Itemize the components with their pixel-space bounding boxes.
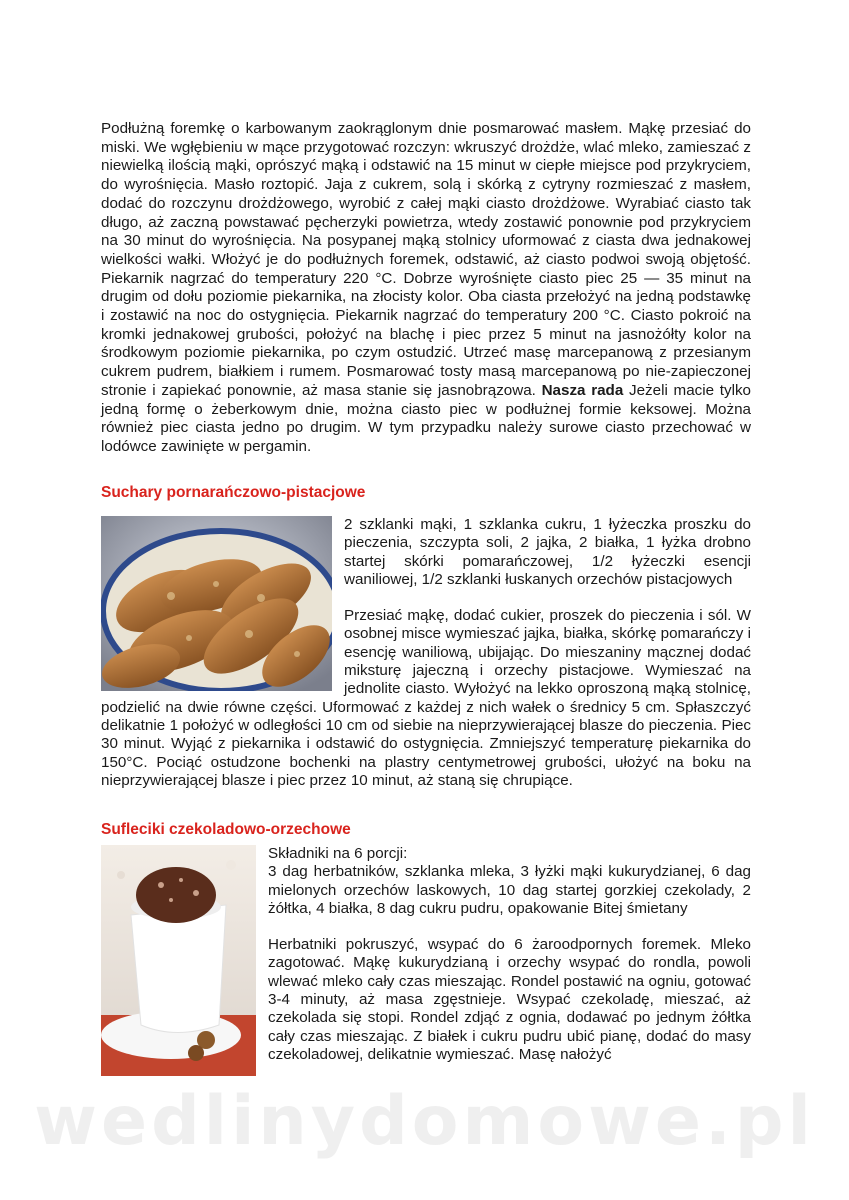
rusks-ingredients: 2 szklanki mąki, 1 szklanka cukru, 1 łyżeczka proszku do pieczenia, szczypta soli, 2 jajka, 2 białka, 1 łyżka drobno startej skórki pomarańczowej, 1/2 łyżeczki esencji waniliowej, 1/2 szklanki łuskanych orzechów pistacjowych <box>344 516 751 588</box>
intro-text: Podłużną foremkę o karbowanym zaokrąglonym dnie posmarować masłem. Mąkę przesiać do miski. We wgłębieniu w mące przygotować rozczyn: wkruszyć drożdże, wlać mleko, zamieszać z niewielką ilością mąki, oprószyć mąką i odstawić na 15 minut w ciepłe miejsce pod przykryciem, do wyrośnięcia. Masło roztopić. Jaja z cukrem, solą i skórką z cytryny rozmieszać z masłem, dodać do rozczynu drożdżowego, wyrobić z całej mąki ciasto drożdżowe. Wyrabiać ciasto tak długo, aż zaczną powstawać pęcherzyki powietrza, wtedy zostawić ponownie pod przykryciem na 30 minut do wyrośnięcia. Na posypanej mąką stolnicy uformować z ciasta dwa jednakowej wielkości wałki. Włożyć je do podłużnych foremek, odstawić, aż ciasto podwoi swoją objętość. Piekarnik nagrzać do temperatury 220 °C. Dobrze wyrośnięte ciasto piec 25 — 35 minut na drugim od dołu poziomie piekarnika, na złocisty kolor. Oba ciasta przełożyć na jedną podstawkę i zostawić na noc do ostygnięcia. Piekarnik nagrzać do temperatury 200 °C. Ciasto pokroić na kromki jednakowej grubości, położyć na blachę i piec przez 5 minut na jasnożółty kolor na środkowym poziomie piekarnika, po czym ostudzić. Utrzeć masę marcepanową z przesianym cukrem pudrem, białkiem i rumem. Posmarować tosty masą marcepanową po nie-zapieczonej stronie i zapiekać ponownie, aż masa stanie się jasnobrązowa. <box>101 120 751 399</box>
tip-label: Nasza rada <box>541 381 624 399</box>
tip-text: Jeżeli macie tylko jedną formę o żeberkowym dnie, można ciasto piec w podłużnej formie keksowej. Można również piec ciasta jedno po drugim. W tym przypadku należy surowe ciasto przechować w lodówce zawinięte w pergamin. <box>101 381 752 455</box>
souffles-servings: Składniki na 6 porcji: <box>268 845 408 862</box>
souffle-photo <box>101 845 256 1081</box>
document-page <box>101 120 752 1063</box>
souffles-ingredients: 3 dag herbatników, szklanka mleka, 3 łyżki mąki kukurydzianej, 6 dag mielonych orzechów laskowych, 10 dag startej gorzkiej czekolady, 2 żółtka, 4 białka, 8 dag cukru pudru, opakowanie Bitej śmietany <box>268 863 751 917</box>
recipe-section-souffles <box>101 821 751 1081</box>
intro-paragraph <box>101 120 751 457</box>
recipe-title-souffles: Sufleciki czekoladowo-orzechowe <box>101 821 351 838</box>
rusks-photo <box>101 516 332 696</box>
rusks-method: Przesiać mąkę, dodać cukier, proszek do pieczenia i sól. W osobnej misce wymieszać jajka, białka, skórkę pomarańczy i esencję waniliową, ubijając. Do mieszaniny mącznej dodać miksturę jajeczną i orzechy pistacjowe. Wymieszać na jednolite ciasto. Wyłożyć na lekko oproszoną mąką stolnicę, podzielić na dwie równe części. Uformować z każdej z nich wałek o średnicy 5 cm. Spłaszczyć delikatnie 1 położyć w odległości 10 cm od siebie na nieprzywierającej blasze do pieczenia. Piec 30 minut. Wyjąć z piekarnika i odstawić do ostygnięcia. Zmniejszyć temperaturę piekarnika do 150°C. Pociąć ostudzone bochenki na plastry centymetrowej grubości, ułożyć na boku na nieprzywierającej blasze i piec przez 10 minut, aż staną się chrupiące. <box>101 607 751 789</box>
recipe-title-rusks: Suchary pornarańczowo-pistacjowe <box>101 484 366 501</box>
souffles-method: Herbatniki pokruszyć, wsypać do 6 żaroodpornych foremek. Mleko zagotować. Mąkę kukurydzianą i orzechy wsypać do rondla, powoli wlewać mleko cały czas mieszając. Rondel postawić na ogniu, gotować 3-4 minuty, aż masa zgęstnieje. Wsypać czekoladę, mieszać, aż czekolada się stopi. Rondel zdjąć z ognia, dodawać po jednym żółtka cały czas mieszając. Z białek i cukru pudru ubić pianę, dodać do masy czekoladowej, delikatnie wymieszać. Masę nałożyć <box>268 936 751 1063</box>
recipe-section-rusks <box>101 484 751 790</box>
watermark: wedlinydomowe.pl <box>34 1082 815 1161</box>
